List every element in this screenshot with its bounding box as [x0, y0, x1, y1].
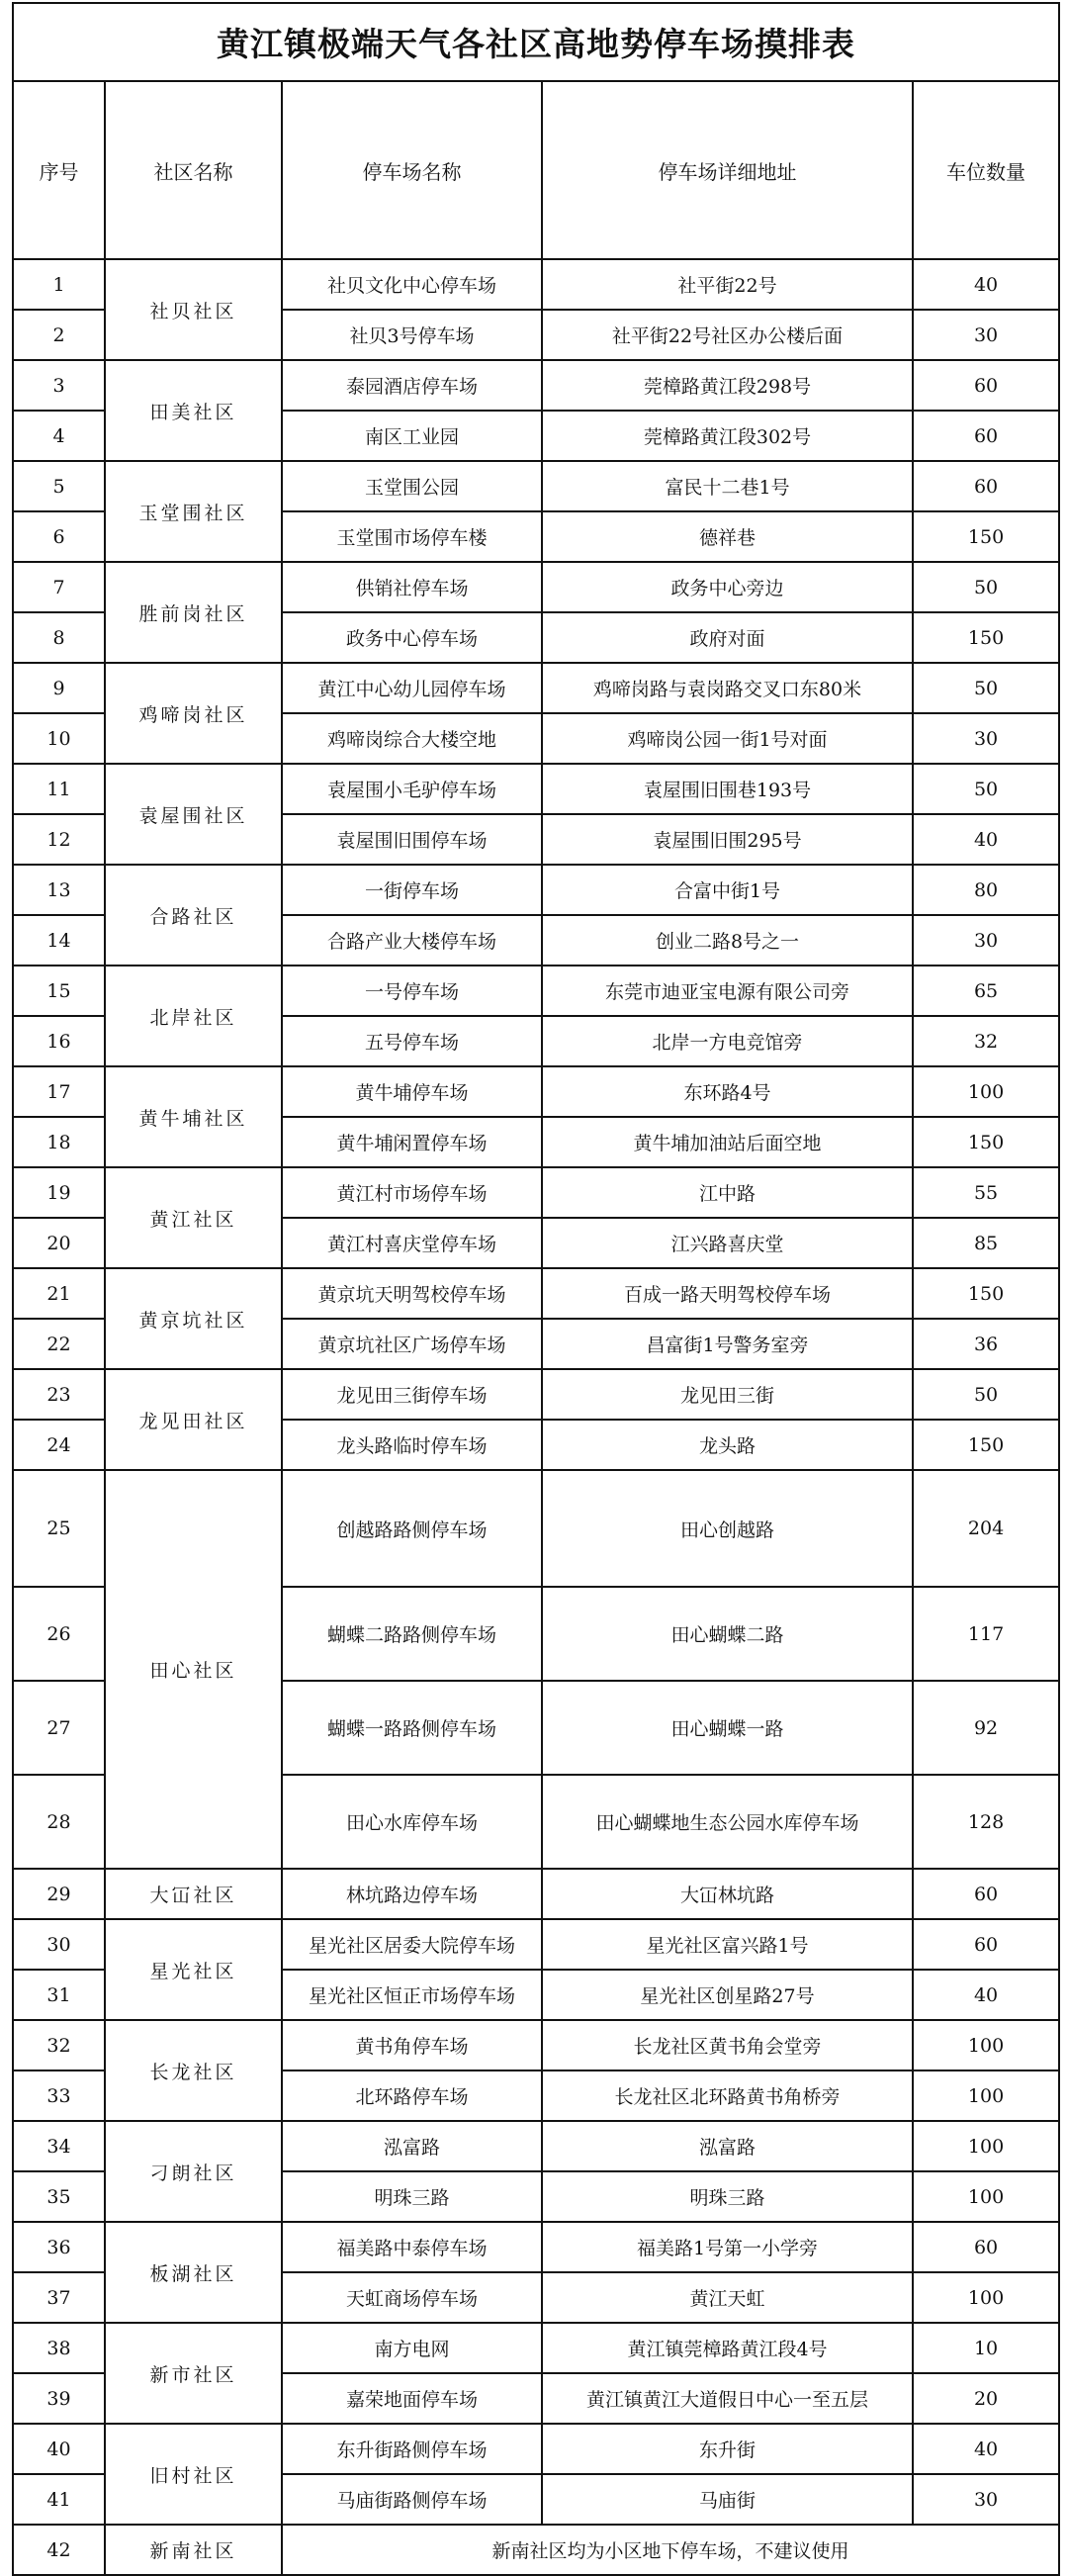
parking-lot-address: 星光社区富兴路1号 — [542, 1919, 913, 1970]
row-number: 10 — [13, 713, 105, 764]
parking-lot-name: 马庙街路侧停车场 — [282, 2474, 542, 2525]
parking-lot-name: 社贝3号停车场 — [282, 310, 542, 360]
parking-spaces: 60 — [913, 360, 1059, 411]
parking-lot-address: 马庙街 — [542, 2474, 913, 2525]
community-name: 北岸社区 — [105, 966, 282, 1066]
parking-lot-name: 田心水库停车场 — [282, 1775, 542, 1869]
parking-spaces: 50 — [913, 764, 1059, 814]
row-number: 39 — [13, 2373, 105, 2424]
table-row — [13, 865, 1059, 915]
table-row — [13, 663, 1059, 713]
parking-lot-address: 富民十二巷1号 — [542, 461, 913, 511]
community-name: 社贝社区 — [105, 259, 282, 360]
parking-spaces: 32 — [913, 1016, 1059, 1066]
table-row — [13, 2222, 1059, 2272]
table-row — [13, 1869, 1059, 1919]
table-row — [13, 1268, 1059, 1319]
table-row — [13, 2020, 1059, 2070]
row-number: 15 — [13, 966, 105, 1016]
parking-spaces: 40 — [913, 2424, 1059, 2474]
row-number: 23 — [13, 1369, 105, 1420]
parking-lot-name: 黄江村喜庆堂停车场 — [282, 1218, 542, 1268]
row-number: 34 — [13, 2121, 105, 2171]
parking-lot-address: 莞樟路黄江段298号 — [542, 360, 913, 411]
parking-spaces: 100 — [913, 1066, 1059, 1117]
parking-lot-address: 星光社区创星路27号 — [542, 1970, 913, 2020]
row-number: 17 — [13, 1066, 105, 1117]
parking-lot-address: 黄江镇莞樟路黄江段4号 — [542, 2323, 913, 2373]
community-name: 田美社区 — [105, 360, 282, 461]
parking-spaces: 40 — [913, 259, 1059, 310]
parking-spaces: 150 — [913, 1420, 1059, 1470]
parking-lot-address: 田心蝴蝶二路 — [542, 1587, 913, 1681]
row-number: 31 — [13, 1970, 105, 2020]
parking-lot-address: 长龙社区北环路黄书角桥旁 — [542, 2070, 913, 2121]
header-spaces: 车位数量 — [913, 81, 1059, 259]
parking-lot-address: 鸡啼岗公园一街1号对面 — [542, 713, 913, 764]
parking-lot-address: 百成一路天明驾校停车场 — [542, 1268, 913, 1319]
parking-lot-name: 蝴蝶一路路侧停车场 — [282, 1681, 542, 1775]
parking-lot-name: 林坑路边停车场 — [282, 1869, 542, 1919]
community-name: 袁屋围社区 — [105, 764, 282, 865]
row-number: 7 — [13, 562, 105, 612]
parking-lot-address: 福美路1号第一小学旁 — [542, 2222, 913, 2272]
row-number: 8 — [13, 612, 105, 663]
parking-lot-address: 泓富路 — [542, 2121, 913, 2171]
community-name: 黄牛埔社区 — [105, 1066, 282, 1167]
parking-lot-address: 东环路4号 — [542, 1066, 913, 1117]
table-title: 黄江镇极端天气各社区高地势停车场摸排表 — [13, 3, 1059, 81]
community-name: 板湖社区 — [105, 2222, 282, 2323]
row-number: 3 — [13, 360, 105, 411]
parking-lot-name: 黄江村市场停车场 — [282, 1167, 542, 1218]
community-name: 刁朗社区 — [105, 2121, 282, 2222]
parking-lot-name: 天虹商场停车场 — [282, 2272, 542, 2323]
header-community: 社区名称 — [105, 81, 282, 259]
parking-lot-address: 政务中心旁边 — [542, 562, 913, 612]
row-number: 2 — [13, 310, 105, 360]
table-row — [13, 360, 1059, 411]
row-number: 18 — [13, 1117, 105, 1167]
parking-spaces: 60 — [913, 1919, 1059, 1970]
parking-lot-name: 蝴蝶二路路侧停车场 — [282, 1587, 542, 1681]
parking-lot-name: 政务中心停车场 — [282, 612, 542, 663]
parking-spaces: 150 — [913, 511, 1059, 562]
parking-spaces: 117 — [913, 1587, 1059, 1681]
parking-lot-address: 龙见田三街 — [542, 1369, 913, 1420]
parking-spaces: 40 — [913, 814, 1059, 865]
row-number: 20 — [13, 1218, 105, 1268]
parking-lot-name: 黄牛埔停车场 — [282, 1066, 542, 1117]
table-row — [13, 1470, 1059, 1587]
row-number: 32 — [13, 2020, 105, 2070]
parking-spaces: 60 — [913, 1869, 1059, 1919]
row-number: 13 — [13, 865, 105, 915]
row-number: 6 — [13, 511, 105, 562]
parking-lot-address: 创业二路8号之一 — [542, 915, 913, 966]
community-name: 新南社区 — [105, 2525, 282, 2575]
community-name: 龙见田社区 — [105, 1369, 282, 1470]
parking-lot-address: 田心创越路 — [542, 1470, 913, 1587]
parking-lot-address: 政府对面 — [542, 612, 913, 663]
parking-spaces: 150 — [913, 1268, 1059, 1319]
community-name: 星光社区 — [105, 1919, 282, 2020]
parking-spaces: 100 — [913, 2070, 1059, 2121]
parking-lot-address: 袁屋围旧围巷193号 — [542, 764, 913, 814]
row-number: 12 — [13, 814, 105, 865]
parking-lot-name: 黄江中心幼儿园停车场 — [282, 663, 542, 713]
row-number: 11 — [13, 764, 105, 814]
parking-lot-address: 北岸一方电竞馆旁 — [542, 1016, 913, 1066]
parking-lot-name: 黄京坑社区广场停车场 — [282, 1319, 542, 1369]
parking-lot-name: 一号停车场 — [282, 966, 542, 1016]
table-row — [13, 461, 1059, 511]
header-no: 序号 — [13, 81, 105, 259]
parking-lot-address: 江兴路喜庆堂 — [542, 1218, 913, 1268]
parking-lot-name: 袁屋围小毛驴停车场 — [282, 764, 542, 814]
row-number: 24 — [13, 1420, 105, 1470]
parking-lot-name: 供销社停车场 — [282, 562, 542, 612]
row-number: 9 — [13, 663, 105, 713]
parking-spaces: 36 — [913, 1319, 1059, 1369]
header-lot-name: 停车场名称 — [282, 81, 542, 259]
parking-lot-address: 东升街 — [542, 2424, 913, 2474]
parking-lot-address: 田心蝴蝶地生态公园水库停车场 — [542, 1775, 913, 1869]
parking-lot-name: 星光社区恒正市场停车场 — [282, 1970, 542, 2020]
parking-lot-name: 黄京坑天明驾校停车场 — [282, 1268, 542, 1319]
parking-spaces: 150 — [913, 1117, 1059, 1167]
table-row — [13, 2424, 1059, 2474]
parking-lot-name: 黄牛埔闲置停车场 — [282, 1117, 542, 1167]
row-number: 19 — [13, 1167, 105, 1218]
parking-lot-address: 长龙社区黄书角会堂旁 — [542, 2020, 913, 2070]
community-name: 合路社区 — [105, 865, 282, 966]
parking-lot-name: 北环路停车场 — [282, 2070, 542, 2121]
parking-lot-name: 玉堂围公园 — [282, 461, 542, 511]
row-number: 36 — [13, 2222, 105, 2272]
parking-spaces: 50 — [913, 562, 1059, 612]
parking-lot-address: 明珠三路 — [542, 2171, 913, 2222]
table-row — [13, 259, 1059, 310]
parking-lot-name: 创越路路侧停车场 — [282, 1470, 542, 1587]
parking-spaces: 85 — [913, 1218, 1059, 1268]
community-name: 旧村社区 — [105, 2424, 282, 2525]
community-name: 新市社区 — [105, 2323, 282, 2424]
community-name: 胜前岗社区 — [105, 562, 282, 663]
parking-spaces: 30 — [913, 2474, 1059, 2525]
row-number: 38 — [13, 2323, 105, 2373]
row-number: 16 — [13, 1016, 105, 1066]
parking-lot-name: 东升街路侧停车场 — [282, 2424, 542, 2474]
parking-spaces: 30 — [913, 310, 1059, 360]
parking-lot-name: 明珠三路 — [282, 2171, 542, 2222]
parking-spaces: 204 — [913, 1470, 1059, 1587]
parking-spaces: 55 — [913, 1167, 1059, 1218]
parking-lot-address: 鸡啼岗路与袁岗路交叉口东80米 — [542, 663, 913, 713]
row-number: 4 — [13, 411, 105, 461]
parking-lot-address: 黄牛埔加油站后面空地 — [542, 1117, 913, 1167]
row-number: 1 — [13, 259, 105, 310]
parking-lot-name: 龙见田三街停车场 — [282, 1369, 542, 1420]
row-number: 33 — [13, 2070, 105, 2121]
parking-lot-address: 龙头路 — [542, 1420, 913, 1470]
parking-lot-address: 德祥巷 — [542, 511, 913, 562]
row-number: 14 — [13, 915, 105, 966]
row-number: 40 — [13, 2424, 105, 2474]
parking-spaces: 100 — [913, 2272, 1059, 2323]
parking-spaces: 50 — [913, 663, 1059, 713]
parking-lot-name: 一街停车场 — [282, 865, 542, 915]
parking-spaces: 20 — [913, 2373, 1059, 2424]
parking-spaces: 100 — [913, 2020, 1059, 2070]
parking-spaces: 30 — [913, 713, 1059, 764]
table-row — [13, 562, 1059, 612]
parking-lot-name: 玉堂围市场停车楼 — [282, 511, 542, 562]
parking-lot-address: 社平街22号社区办公楼后面 — [542, 310, 913, 360]
parking-spaces: 10 — [913, 2323, 1059, 2373]
parking-lot-name: 福美路中泰停车场 — [282, 2222, 542, 2272]
row-number: 35 — [13, 2171, 105, 2222]
table-row — [13, 2121, 1059, 2171]
row-number: 22 — [13, 1319, 105, 1369]
row-number: 37 — [13, 2272, 105, 2323]
parking-spaces: 100 — [913, 2121, 1059, 2171]
parking-spaces: 40 — [913, 1970, 1059, 2020]
parking-spaces: 65 — [913, 966, 1059, 1016]
parking-lot-name: 南方电网 — [282, 2323, 542, 2373]
parking-lot-name: 嘉荣地面停车场 — [282, 2373, 542, 2424]
parking-spaces: 60 — [913, 411, 1059, 461]
community-name: 鸡啼岗社区 — [105, 663, 282, 764]
row-number: 41 — [13, 2474, 105, 2525]
parking-lot-name: 社贝文化中心停车场 — [282, 259, 542, 310]
table-row — [13, 2323, 1059, 2373]
community-name: 长龙社区 — [105, 2020, 282, 2121]
parking-spaces: 92 — [913, 1681, 1059, 1775]
row-note: 新南社区均为小区地下停车场，不建议使用 — [282, 2525, 1059, 2575]
parking-lot-address: 大冚林坑路 — [542, 1869, 913, 1919]
parking-lot-address: 东莞市迪亚宝电源有限公司旁 — [542, 966, 913, 1016]
row-number: 30 — [13, 1919, 105, 1970]
parking-lot-address: 黄江镇黄江大道假日中心一至五层 — [542, 2373, 913, 2424]
row-number: 26 — [13, 1587, 105, 1681]
parking-table — [12, 2, 1060, 2576]
table-row — [13, 1369, 1059, 1420]
parking-lot-name: 袁屋围旧围停车场 — [282, 814, 542, 865]
community-name: 大冚社区 — [105, 1869, 282, 1919]
parking-lot-name: 泰园酒店停车场 — [282, 360, 542, 411]
community-name: 田心社区 — [105, 1470, 282, 1869]
table-row — [13, 2525, 1059, 2575]
parking-lot-name: 南区工业园 — [282, 411, 542, 461]
table-row — [13, 764, 1059, 814]
parking-lot-name: 合路产业大楼停车场 — [282, 915, 542, 966]
parking-lot-address: 合富中街1号 — [542, 865, 913, 915]
parking-spaces: 100 — [913, 2171, 1059, 2222]
parking-spaces: 50 — [913, 1369, 1059, 1420]
row-number: 5 — [13, 461, 105, 511]
parking-lot-name: 泓富路 — [282, 2121, 542, 2171]
community-name: 玉堂围社区 — [105, 461, 282, 562]
parking-lot-name: 鸡啼岗综合大楼空地 — [282, 713, 542, 764]
parking-lot-address: 莞樟路黄江段302号 — [542, 411, 913, 461]
row-number: 25 — [13, 1470, 105, 1587]
community-name: 黄京坑社区 — [105, 1268, 282, 1369]
parking-spaces: 60 — [913, 461, 1059, 511]
parking-spaces: 30 — [913, 915, 1059, 966]
header-address: 停车场详细地址 — [542, 81, 913, 259]
row-number: 28 — [13, 1775, 105, 1869]
parking-lot-address: 昌富街1号警务室旁 — [542, 1319, 913, 1369]
parking-spaces: 60 — [913, 2222, 1059, 2272]
table-row — [13, 1167, 1059, 1218]
row-number: 21 — [13, 1268, 105, 1319]
parking-lot-address: 袁屋围旧围295号 — [542, 814, 913, 865]
row-number: 27 — [13, 1681, 105, 1775]
parking-lot-name: 五号停车场 — [282, 1016, 542, 1066]
parking-lot-address: 田心蝴蝶一路 — [542, 1681, 913, 1775]
parking-lot-name: 黄书角停车场 — [282, 2020, 542, 2070]
row-number: 42 — [13, 2525, 105, 2575]
table-row — [13, 1066, 1059, 1117]
parking-spaces: 128 — [913, 1775, 1059, 1869]
parking-spaces: 80 — [913, 865, 1059, 915]
parking-lot-name: 龙头路临时停车场 — [282, 1420, 542, 1470]
table-row — [13, 1919, 1059, 1970]
parking-spaces: 150 — [913, 612, 1059, 663]
table-row — [13, 966, 1059, 1016]
row-number: 29 — [13, 1869, 105, 1919]
parking-lot-address: 黄江天虹 — [542, 2272, 913, 2323]
parking-lot-name: 星光社区居委大院停车场 — [282, 1919, 542, 1970]
community-name: 黄江社区 — [105, 1167, 282, 1268]
parking-lot-address: 社平街22号 — [542, 259, 913, 310]
parking-lot-address: 江中路 — [542, 1167, 913, 1218]
